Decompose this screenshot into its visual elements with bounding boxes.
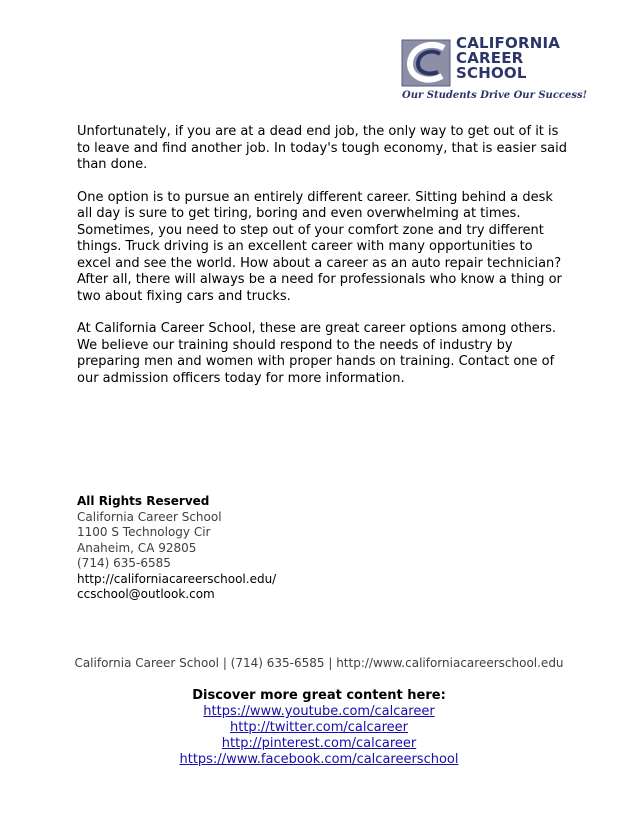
rights-heading: All Rights Reserved xyxy=(77,494,210,508)
facebook-link[interactable]: https://www.facebook.com/calcareerschool xyxy=(179,752,459,767)
article-body xyxy=(77,124,567,403)
paragraph: One option is to pursue an entirely different career. Sitting behind a desk all day is sure to get tiring, boring and even overwhelming at times. Sometimes, you need to step out of your comfort zone and try different things. Truck driving is an excellent career with many opportunities to excel and see the world. How about a career as an auto repair technician? After all, there will always be a need for professionals who know a thing or two about fixing cars and trucks. xyxy=(77,189,562,304)
logo-line-2: CAREER xyxy=(456,49,524,67)
street-address: 1100 S Technology Cir xyxy=(77,525,211,539)
contact-block xyxy=(77,494,276,603)
paragraph: Unfortunately, if you are at a dead end job, the only way to get out of it is to leave and find another job. In today's tough economy, that is easier said than done. xyxy=(77,124,567,172)
discover-heading: Discover more great content here: xyxy=(192,688,446,703)
footer-contact-line: California Career School | (714) 635-6585 | http://www.californiacareerschool.edu xyxy=(74,656,564,670)
pinterest-link[interactable]: http://pinterest.com/calcareer xyxy=(221,736,417,751)
ccs-swoosh-logo-icon xyxy=(400,34,454,88)
website-link[interactable]: http://californiacareerschool.edu/ xyxy=(77,571,277,586)
email-link[interactable]: ccschool@outlook.com xyxy=(77,587,215,601)
city-address: Anaheim, CA 92805 xyxy=(77,540,197,555)
logo-tagline: Our Students Drive Our Success! xyxy=(402,90,588,101)
discover-section xyxy=(0,688,638,768)
logo-line-3: SCHOOL xyxy=(456,64,527,82)
logo xyxy=(400,34,588,106)
logo-wordmark xyxy=(456,36,560,81)
paragraph: At California Career School, these are great career options among others. We believe our training should respond to the needs of industry by preparing men and women with proper hands on training. Contact one of our admission officers today for more information. xyxy=(77,321,557,386)
phone-number: (714) 635-6585 xyxy=(77,556,171,570)
school-name: California Career School xyxy=(77,509,222,524)
twitter-link[interactable]: http://twitter.com/calcareer xyxy=(229,720,409,735)
logo-line-1: CALIFORNIA xyxy=(456,34,561,52)
youtube-link[interactable]: https://www.youtube.com/calcareer xyxy=(203,704,435,719)
